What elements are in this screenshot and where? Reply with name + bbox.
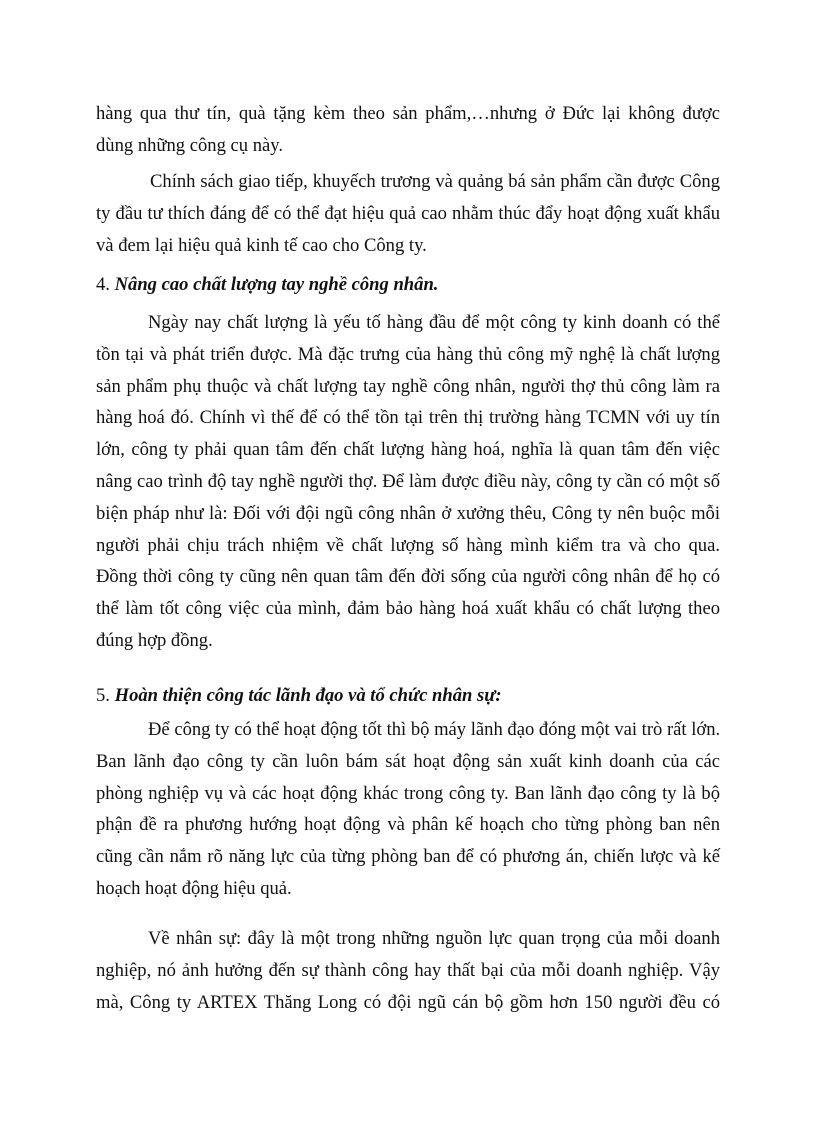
text-line: Về nhân sự: đây là một trong những nguồn lực quan trọng của mỗi doanh bbox=[148, 928, 720, 949]
text-line: nâng cao trình độ tay nghề người thợ. Để làm được điều này, công ty cần có một số bbox=[96, 470, 720, 492]
text-line: Ban lãnh đạo công ty cần luôn bám sát hoạt động sản xuất kinh doanh của các bbox=[96, 750, 720, 772]
text-line: phòng nghiệp vụ và các hoạt động khác trong công ty. Ban lãnh đạo công ty là bộ bbox=[96, 782, 720, 804]
heading-number: 5. bbox=[96, 685, 110, 706]
text-line: tồn tại và phát triển được. Mà đặc trưng của hàng thủ công mỹ nghệ là chất lượng bbox=[96, 343, 720, 365]
text-line: đúng hợp đồng. bbox=[96, 629, 213, 651]
section-heading bbox=[96, 680, 720, 712]
text-line: và đem lại hiệu quả kinh tế cao cho Công ty. bbox=[96, 234, 427, 256]
text-line: hoạch hoạt động hiệu quả. bbox=[96, 877, 292, 899]
text-line: hàng hoá đó. Chính vì thế để có thể tồn tại trên thị trường hàng TCMN với uy tín bbox=[96, 407, 720, 429]
text-line: hàng qua thư tín, quà tặng kèm theo sản phẩm,…nhưng ở Đức lại không được bbox=[96, 103, 720, 124]
paragraph bbox=[96, 166, 720, 261]
text-line: nghiệp, nó ảnh hưởng đến sự thành công hay thất bại của mỗi doanh nghiệp. Vậy bbox=[96, 959, 720, 981]
section-heading bbox=[96, 269, 720, 301]
paragraph bbox=[96, 307, 720, 657]
paragraph bbox=[96, 923, 720, 1018]
paragraph bbox=[96, 98, 720, 162]
text-line: biện pháp như là: Đối với đội ngũ công nhân ở xưởng thêu, Công ty nên buộc mỗi bbox=[96, 502, 720, 524]
text-line: Đồng thời công ty cũng nên quan tâm đến đời sống của người công nhân để họ có bbox=[96, 566, 720, 588]
heading-title: Hoàn thiện công tác lãnh đạo và tổ chức nhân sự: bbox=[114, 685, 502, 706]
text-line: sản phẩm phụ thuộc và chất lượng tay nghề công nhân, người thợ thủ công làm ra bbox=[96, 375, 720, 397]
text-line: ty đầu tư thích đáng để có thể đạt hiệu quả cao nhằm thúc đẩy hoạt động xuất khẩu bbox=[96, 202, 720, 224]
text-line: dùng những công cụ này. bbox=[96, 134, 284, 156]
text-line: phận đề ra phương hướng hoạt động và phân kế hoạch cho từng phòng ban nên bbox=[96, 814, 720, 836]
heading-number: 4. bbox=[96, 274, 110, 295]
text-line: Chính sách giao tiếp, khuyếch trương và quảng bá sản phẩm cần được Công bbox=[150, 171, 720, 192]
text-line: Ngày nay chất lượng là yếu tố hàng đầu để một công ty kinh doanh có thể bbox=[148, 312, 720, 333]
text-line: người phải chịu trách nhiệm về chất lượng số hàng mình kiểm tra và cho qua. bbox=[96, 534, 720, 556]
text-line: cũng cần nắm rõ năng lực của từng phòng ban để có phương án, chiến lược và kế bbox=[96, 846, 720, 868]
heading-title: Nâng cao chất lượng tay nghề công nhân. bbox=[114, 274, 439, 295]
paragraph bbox=[96, 714, 720, 905]
text-line: mà, Công ty ARTEX Thăng Long có đội ngũ cán bộ gồm hơn 150 người đều có bbox=[96, 991, 720, 1013]
text-line: thể làm tốt công việc của mình, đảm bảo hàng hoá xuất khẩu có chất lượng theo bbox=[96, 598, 720, 620]
text-line: lớn, công ty phải quan tâm đến chất lượng hàng hoá, nghĩa là quan tâm đến việc bbox=[96, 439, 720, 461]
text-line: Để công ty có thể hoạt động tốt thì bộ máy lãnh đạo đóng một vai trò rất lớn. bbox=[148, 719, 721, 740]
